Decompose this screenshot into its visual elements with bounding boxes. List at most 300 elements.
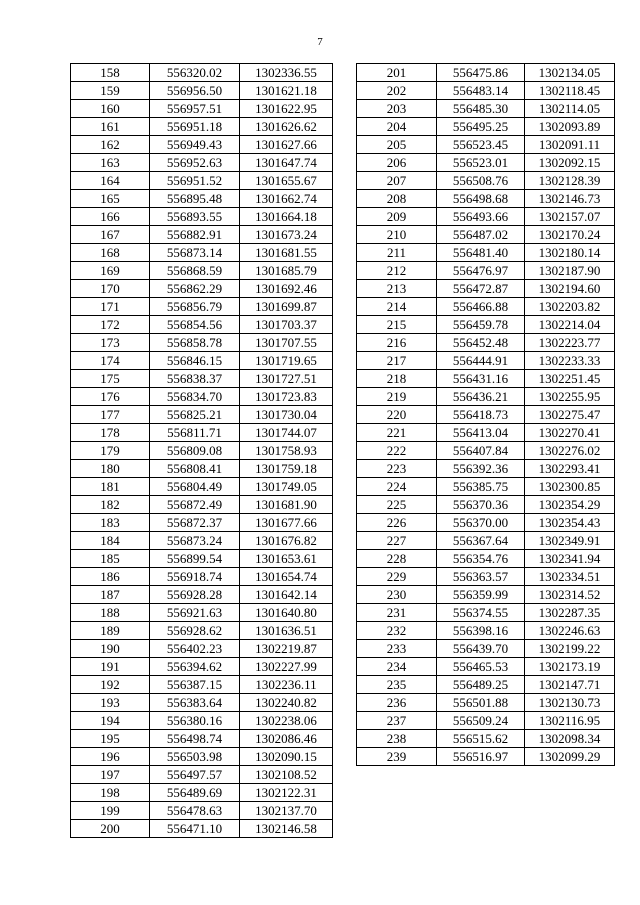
point-number-cell: 176 xyxy=(71,388,150,406)
table-row xyxy=(71,694,333,712)
table-row xyxy=(71,64,333,82)
x-coordinate-cell: 556809.08 xyxy=(150,442,240,460)
point-number-cell: 196 xyxy=(71,748,150,766)
table-row xyxy=(71,442,333,460)
y-coordinate-cell: 1302122.31 xyxy=(240,784,333,802)
x-coordinate-cell: 556363.57 xyxy=(437,568,525,586)
table-row xyxy=(357,388,615,406)
point-number-cell: 208 xyxy=(357,190,437,208)
y-coordinate-cell: 1302227.99 xyxy=(240,658,333,676)
point-number-cell: 233 xyxy=(357,640,437,658)
point-number-cell: 180 xyxy=(71,460,150,478)
y-coordinate-cell: 1302137.70 xyxy=(240,802,333,820)
y-coordinate-cell: 1301699.87 xyxy=(240,298,333,316)
table-row xyxy=(357,550,615,568)
point-number-cell: 191 xyxy=(71,658,150,676)
table-row xyxy=(71,334,333,352)
x-coordinate-cell: 556868.59 xyxy=(150,262,240,280)
y-coordinate-cell: 1302219.87 xyxy=(240,640,333,658)
x-coordinate-cell: 556509.24 xyxy=(437,712,525,730)
table-row xyxy=(71,154,333,172)
y-coordinate-cell: 1301627.66 xyxy=(240,136,333,154)
point-number-cell: 227 xyxy=(357,532,437,550)
point-number-cell: 192 xyxy=(71,676,150,694)
x-coordinate-cell: 556949.43 xyxy=(150,136,240,154)
y-coordinate-cell: 1302098.34 xyxy=(525,730,615,748)
x-coordinate-cell: 556481.40 xyxy=(437,244,525,262)
table-row xyxy=(71,550,333,568)
x-coordinate-cell: 556370.36 xyxy=(437,496,525,514)
point-number-cell: 207 xyxy=(357,172,437,190)
y-coordinate-cell: 1302146.73 xyxy=(525,190,615,208)
table-row xyxy=(357,676,615,694)
point-number-cell: 197 xyxy=(71,766,150,784)
table-row xyxy=(357,226,615,244)
table-row xyxy=(71,748,333,766)
x-coordinate-cell: 556873.14 xyxy=(150,244,240,262)
x-coordinate-cell: 556407.84 xyxy=(437,442,525,460)
point-number-cell: 161 xyxy=(71,118,150,136)
y-coordinate-cell: 1301647.74 xyxy=(240,154,333,172)
point-number-cell: 182 xyxy=(71,496,150,514)
table-row xyxy=(357,442,615,460)
point-number-cell: 189 xyxy=(71,622,150,640)
table-row xyxy=(71,514,333,532)
point-number-cell: 184 xyxy=(71,532,150,550)
x-coordinate-cell: 556471.10 xyxy=(150,820,240,838)
x-coordinate-cell: 556523.01 xyxy=(437,154,525,172)
x-coordinate-cell: 556498.74 xyxy=(150,730,240,748)
table-row xyxy=(71,262,333,280)
x-coordinate-cell: 556856.79 xyxy=(150,298,240,316)
point-number-cell: 236 xyxy=(357,694,437,712)
table-row xyxy=(357,280,615,298)
table-row xyxy=(71,478,333,496)
table-row xyxy=(357,424,615,442)
y-coordinate-cell: 1302336.55 xyxy=(240,64,333,82)
point-number-cell: 223 xyxy=(357,460,437,478)
table-row xyxy=(71,316,333,334)
point-number-cell: 239 xyxy=(357,748,437,766)
y-coordinate-cell: 1301685.79 xyxy=(240,262,333,280)
x-coordinate-cell: 556873.24 xyxy=(150,532,240,550)
x-coordinate-cell: 556493.66 xyxy=(437,208,525,226)
point-number-cell: 173 xyxy=(71,334,150,352)
table-row xyxy=(357,658,615,676)
x-coordinate-cell: 556928.62 xyxy=(150,622,240,640)
table-row xyxy=(71,802,333,820)
table-row xyxy=(71,226,333,244)
y-coordinate-cell: 1302086.46 xyxy=(240,730,333,748)
x-coordinate-cell: 556394.62 xyxy=(150,658,240,676)
point-number-cell: 185 xyxy=(71,550,150,568)
x-coordinate-cell: 556825.21 xyxy=(150,406,240,424)
point-number-cell: 222 xyxy=(357,442,437,460)
point-number-cell: 230 xyxy=(357,586,437,604)
y-coordinate-cell: 1302203.82 xyxy=(525,298,615,316)
y-coordinate-cell: 1302134.05 xyxy=(525,64,615,82)
x-coordinate-cell: 556858.78 xyxy=(150,334,240,352)
y-coordinate-cell: 1301744.07 xyxy=(240,424,333,442)
point-number-cell: 235 xyxy=(357,676,437,694)
point-number-cell: 195 xyxy=(71,730,150,748)
point-number-cell: 206 xyxy=(357,154,437,172)
y-coordinate-cell: 1302334.51 xyxy=(525,568,615,586)
x-coordinate-cell: 556370.00 xyxy=(437,514,525,532)
table-row xyxy=(71,280,333,298)
table-row xyxy=(357,640,615,658)
coordinates-table-right xyxy=(356,63,615,766)
table-row xyxy=(357,334,615,352)
table-row xyxy=(71,208,333,226)
point-number-cell: 204 xyxy=(357,118,437,136)
point-number-cell: 221 xyxy=(357,424,437,442)
y-coordinate-cell: 1302293.41 xyxy=(525,460,615,478)
y-coordinate-cell: 1302090.15 xyxy=(240,748,333,766)
x-coordinate-cell: 556516.97 xyxy=(437,748,525,766)
y-coordinate-cell: 1302300.85 xyxy=(525,478,615,496)
x-coordinate-cell: 556398.16 xyxy=(437,622,525,640)
x-coordinate-cell: 556951.18 xyxy=(150,118,240,136)
y-coordinate-cell: 1302099.29 xyxy=(525,748,615,766)
table-row xyxy=(71,820,333,838)
y-coordinate-cell: 1301636.51 xyxy=(240,622,333,640)
point-number-cell: 188 xyxy=(71,604,150,622)
point-number-cell: 234 xyxy=(357,658,437,676)
point-number-cell: 200 xyxy=(71,820,150,838)
y-coordinate-cell: 1302276.02 xyxy=(525,442,615,460)
x-coordinate-cell: 556374.55 xyxy=(437,604,525,622)
x-coordinate-cell: 556895.48 xyxy=(150,190,240,208)
y-coordinate-cell: 1301707.55 xyxy=(240,334,333,352)
table-row xyxy=(71,532,333,550)
y-coordinate-cell: 1301759.18 xyxy=(240,460,333,478)
table-row xyxy=(71,784,333,802)
point-number-cell: 217 xyxy=(357,352,437,370)
y-coordinate-cell: 1302128.39 xyxy=(525,172,615,190)
y-coordinate-cell: 1301677.66 xyxy=(240,514,333,532)
y-coordinate-cell: 1302270.41 xyxy=(525,424,615,442)
table-row xyxy=(357,172,615,190)
table-row xyxy=(357,352,615,370)
x-coordinate-cell: 556489.25 xyxy=(437,676,525,694)
point-number-cell: 158 xyxy=(71,64,150,82)
table-row xyxy=(357,100,615,118)
x-coordinate-cell: 556431.16 xyxy=(437,370,525,388)
point-number-cell: 214 xyxy=(357,298,437,316)
y-coordinate-cell: 1302287.35 xyxy=(525,604,615,622)
point-number-cell: 198 xyxy=(71,784,150,802)
point-number-cell: 219 xyxy=(357,388,437,406)
y-coordinate-cell: 1301692.46 xyxy=(240,280,333,298)
x-coordinate-cell: 556383.64 xyxy=(150,694,240,712)
x-coordinate-cell: 556951.52 xyxy=(150,172,240,190)
y-coordinate-cell: 1302251.45 xyxy=(525,370,615,388)
y-coordinate-cell: 1302240.82 xyxy=(240,694,333,712)
point-number-cell: 170 xyxy=(71,280,150,298)
table-row xyxy=(71,766,333,784)
y-coordinate-cell: 1302214.04 xyxy=(525,316,615,334)
table-row xyxy=(71,388,333,406)
point-number-cell: 209 xyxy=(357,208,437,226)
table-row xyxy=(357,694,615,712)
x-coordinate-cell: 556485.30 xyxy=(437,100,525,118)
coordinates-table-left xyxy=(70,63,333,838)
point-number-cell: 220 xyxy=(357,406,437,424)
x-coordinate-cell: 556320.02 xyxy=(150,64,240,82)
y-coordinate-cell: 1301622.95 xyxy=(240,100,333,118)
table-row xyxy=(357,730,615,748)
x-coordinate-cell: 556497.57 xyxy=(150,766,240,784)
x-coordinate-cell: 556476.97 xyxy=(437,262,525,280)
point-number-cell: 228 xyxy=(357,550,437,568)
point-number-cell: 181 xyxy=(71,478,150,496)
x-coordinate-cell: 556387.15 xyxy=(150,676,240,694)
y-coordinate-cell: 1302223.77 xyxy=(525,334,615,352)
point-number-cell: 169 xyxy=(71,262,150,280)
table-row xyxy=(71,658,333,676)
point-number-cell: 226 xyxy=(357,514,437,532)
y-coordinate-cell: 1301642.14 xyxy=(240,586,333,604)
y-coordinate-cell: 1302199.22 xyxy=(525,640,615,658)
x-coordinate-cell: 556498.68 xyxy=(437,190,525,208)
point-number-cell: 190 xyxy=(71,640,150,658)
y-coordinate-cell: 1301655.67 xyxy=(240,172,333,190)
y-coordinate-cell: 1302255.95 xyxy=(525,388,615,406)
x-coordinate-cell: 556385.75 xyxy=(437,478,525,496)
table-row xyxy=(357,298,615,316)
table-row xyxy=(71,730,333,748)
point-number-cell: 168 xyxy=(71,244,150,262)
y-coordinate-cell: 1301681.55 xyxy=(240,244,333,262)
x-coordinate-cell: 556392.36 xyxy=(437,460,525,478)
point-number-cell: 160 xyxy=(71,100,150,118)
y-coordinate-cell: 1301653.61 xyxy=(240,550,333,568)
y-coordinate-cell: 1301654.74 xyxy=(240,568,333,586)
point-number-cell: 165 xyxy=(71,190,150,208)
x-coordinate-cell: 556495.25 xyxy=(437,118,525,136)
y-coordinate-cell: 1302091.11 xyxy=(525,136,615,154)
x-coordinate-cell: 556918.74 xyxy=(150,568,240,586)
point-number-cell: 225 xyxy=(357,496,437,514)
x-coordinate-cell: 556921.63 xyxy=(150,604,240,622)
table-row xyxy=(357,64,615,82)
x-coordinate-cell: 556452.48 xyxy=(437,334,525,352)
x-coordinate-cell: 556872.49 xyxy=(150,496,240,514)
point-number-cell: 186 xyxy=(71,568,150,586)
y-coordinate-cell: 1302116.95 xyxy=(525,712,615,730)
y-coordinate-cell: 1301664.18 xyxy=(240,208,333,226)
y-coordinate-cell: 1301749.05 xyxy=(240,478,333,496)
y-coordinate-cell: 1302275.47 xyxy=(525,406,615,424)
x-coordinate-cell: 556882.91 xyxy=(150,226,240,244)
y-coordinate-cell: 1301681.90 xyxy=(240,496,333,514)
table-row xyxy=(357,262,615,280)
x-coordinate-cell: 556808.41 xyxy=(150,460,240,478)
y-coordinate-cell: 1302238.06 xyxy=(240,712,333,730)
x-coordinate-cell: 556893.55 xyxy=(150,208,240,226)
x-coordinate-cell: 556459.78 xyxy=(437,316,525,334)
x-coordinate-cell: 556501.88 xyxy=(437,694,525,712)
x-coordinate-cell: 556439.70 xyxy=(437,640,525,658)
table-row xyxy=(357,622,615,640)
point-number-cell: 216 xyxy=(357,334,437,352)
x-coordinate-cell: 556354.76 xyxy=(437,550,525,568)
table-row xyxy=(71,244,333,262)
x-coordinate-cell: 556466.88 xyxy=(437,298,525,316)
y-coordinate-cell: 1301640.80 xyxy=(240,604,333,622)
y-coordinate-cell: 1301626.62 xyxy=(240,118,333,136)
y-coordinate-cell: 1302233.33 xyxy=(525,352,615,370)
table-row xyxy=(357,514,615,532)
y-coordinate-cell: 1301727.51 xyxy=(240,370,333,388)
x-coordinate-cell: 556838.37 xyxy=(150,370,240,388)
x-coordinate-cell: 556472.87 xyxy=(437,280,525,298)
table-row xyxy=(357,154,615,172)
x-coordinate-cell: 556380.16 xyxy=(150,712,240,730)
y-coordinate-cell: 1301703.37 xyxy=(240,316,333,334)
point-number-cell: 238 xyxy=(357,730,437,748)
x-coordinate-cell: 556418.73 xyxy=(437,406,525,424)
y-coordinate-cell: 1301621.18 xyxy=(240,82,333,100)
table-row xyxy=(357,136,615,154)
y-coordinate-cell: 1301673.24 xyxy=(240,226,333,244)
table-row xyxy=(357,82,615,100)
point-number-cell: 159 xyxy=(71,82,150,100)
x-coordinate-cell: 556508.76 xyxy=(437,172,525,190)
point-number-cell: 166 xyxy=(71,208,150,226)
table-row xyxy=(71,172,333,190)
x-coordinate-cell: 556478.63 xyxy=(150,802,240,820)
table-row xyxy=(71,370,333,388)
table-row xyxy=(71,568,333,586)
point-number-cell: 177 xyxy=(71,406,150,424)
table-row xyxy=(357,532,615,550)
table-row xyxy=(71,298,333,316)
table-row xyxy=(71,586,333,604)
point-number-cell: 210 xyxy=(357,226,437,244)
x-coordinate-cell: 556475.86 xyxy=(437,64,525,82)
table-row xyxy=(71,496,333,514)
y-coordinate-cell: 1302108.52 xyxy=(240,766,333,784)
table-row xyxy=(71,136,333,154)
point-number-cell: 202 xyxy=(357,82,437,100)
point-number-cell: 164 xyxy=(71,172,150,190)
x-coordinate-cell: 556367.64 xyxy=(437,532,525,550)
point-number-cell: 183 xyxy=(71,514,150,532)
table-row xyxy=(357,208,615,226)
y-coordinate-cell: 1301719.65 xyxy=(240,352,333,370)
y-coordinate-cell: 1302236.11 xyxy=(240,676,333,694)
y-coordinate-cell: 1302146.58 xyxy=(240,820,333,838)
point-number-cell: 211 xyxy=(357,244,437,262)
y-coordinate-cell: 1302246.63 xyxy=(525,622,615,640)
point-number-cell: 178 xyxy=(71,424,150,442)
table-row xyxy=(357,496,615,514)
table-row xyxy=(71,676,333,694)
table-row xyxy=(71,604,333,622)
point-number-cell: 171 xyxy=(71,298,150,316)
y-coordinate-cell: 1301662.74 xyxy=(240,190,333,208)
x-coordinate-cell: 556402.23 xyxy=(150,640,240,658)
table-row xyxy=(71,406,333,424)
y-coordinate-cell: 1302187.90 xyxy=(525,262,615,280)
point-number-cell: 193 xyxy=(71,694,150,712)
table-row xyxy=(357,190,615,208)
table-row xyxy=(71,82,333,100)
x-coordinate-cell: 556487.02 xyxy=(437,226,525,244)
point-number-cell: 237 xyxy=(357,712,437,730)
point-number-cell: 187 xyxy=(71,586,150,604)
point-number-cell: 162 xyxy=(71,136,150,154)
point-number-cell: 224 xyxy=(357,478,437,496)
y-coordinate-cell: 1302114.05 xyxy=(525,100,615,118)
table-row xyxy=(71,100,333,118)
table-row xyxy=(357,244,615,262)
point-number-cell: 194 xyxy=(71,712,150,730)
x-coordinate-cell: 556489.69 xyxy=(150,784,240,802)
point-number-cell: 229 xyxy=(357,568,437,586)
point-number-cell: 201 xyxy=(357,64,437,82)
point-number-cell: 203 xyxy=(357,100,437,118)
y-coordinate-cell: 1301676.82 xyxy=(240,532,333,550)
y-coordinate-cell: 1302194.60 xyxy=(525,280,615,298)
y-coordinate-cell: 1302314.52 xyxy=(525,586,615,604)
point-number-cell: 232 xyxy=(357,622,437,640)
point-number-cell: 175 xyxy=(71,370,150,388)
x-coordinate-cell: 556899.54 xyxy=(150,550,240,568)
table-row xyxy=(357,712,615,730)
y-coordinate-cell: 1301758.93 xyxy=(240,442,333,460)
y-coordinate-cell: 1302157.07 xyxy=(525,208,615,226)
point-number-cell: 205 xyxy=(357,136,437,154)
y-coordinate-cell: 1302092.15 xyxy=(525,154,615,172)
x-coordinate-cell: 556928.28 xyxy=(150,586,240,604)
y-coordinate-cell: 1302093.89 xyxy=(525,118,615,136)
table-row xyxy=(357,568,615,586)
x-coordinate-cell: 556436.21 xyxy=(437,388,525,406)
y-coordinate-cell: 1302349.91 xyxy=(525,532,615,550)
x-coordinate-cell: 556956.50 xyxy=(150,82,240,100)
table-row xyxy=(71,622,333,640)
table-row xyxy=(357,118,615,136)
x-coordinate-cell: 556811.71 xyxy=(150,424,240,442)
table-row xyxy=(71,118,333,136)
point-number-cell: 213 xyxy=(357,280,437,298)
x-coordinate-cell: 556952.63 xyxy=(150,154,240,172)
table-row xyxy=(357,316,615,334)
table-row xyxy=(71,712,333,730)
point-number-cell: 179 xyxy=(71,442,150,460)
y-coordinate-cell: 1302354.43 xyxy=(525,514,615,532)
table-row xyxy=(357,586,615,604)
y-coordinate-cell: 1302170.24 xyxy=(525,226,615,244)
point-number-cell: 215 xyxy=(357,316,437,334)
x-coordinate-cell: 556503.98 xyxy=(150,748,240,766)
table-row xyxy=(357,370,615,388)
x-coordinate-cell: 556872.37 xyxy=(150,514,240,532)
x-coordinate-cell: 556515.62 xyxy=(437,730,525,748)
table-row xyxy=(357,748,615,766)
table-row xyxy=(71,352,333,370)
x-coordinate-cell: 556444.91 xyxy=(437,352,525,370)
x-coordinate-cell: 556465.53 xyxy=(437,658,525,676)
point-number-cell: 172 xyxy=(71,316,150,334)
y-coordinate-cell: 1302147.71 xyxy=(525,676,615,694)
x-coordinate-cell: 556854.56 xyxy=(150,316,240,334)
point-number-cell: 167 xyxy=(71,226,150,244)
x-coordinate-cell: 556957.51 xyxy=(150,100,240,118)
